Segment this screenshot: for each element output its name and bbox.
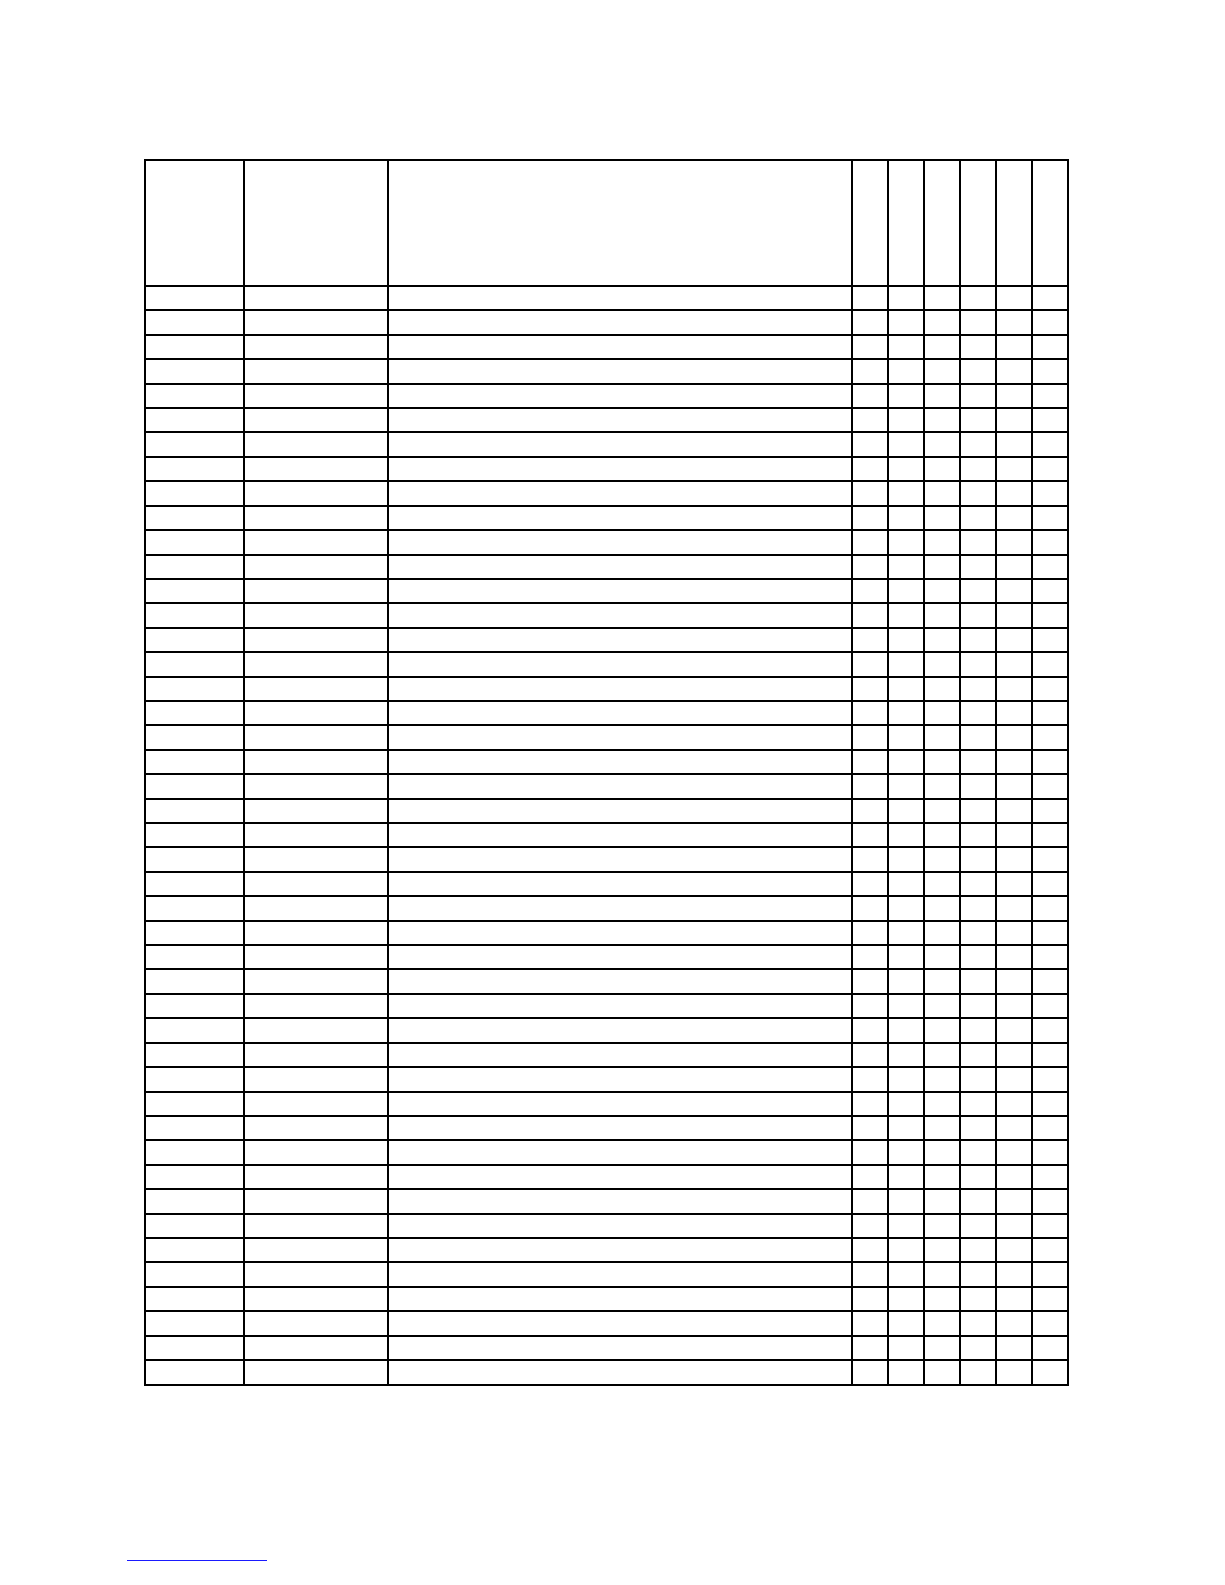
footer-link[interactable] <box>127 1552 267 1561</box>
